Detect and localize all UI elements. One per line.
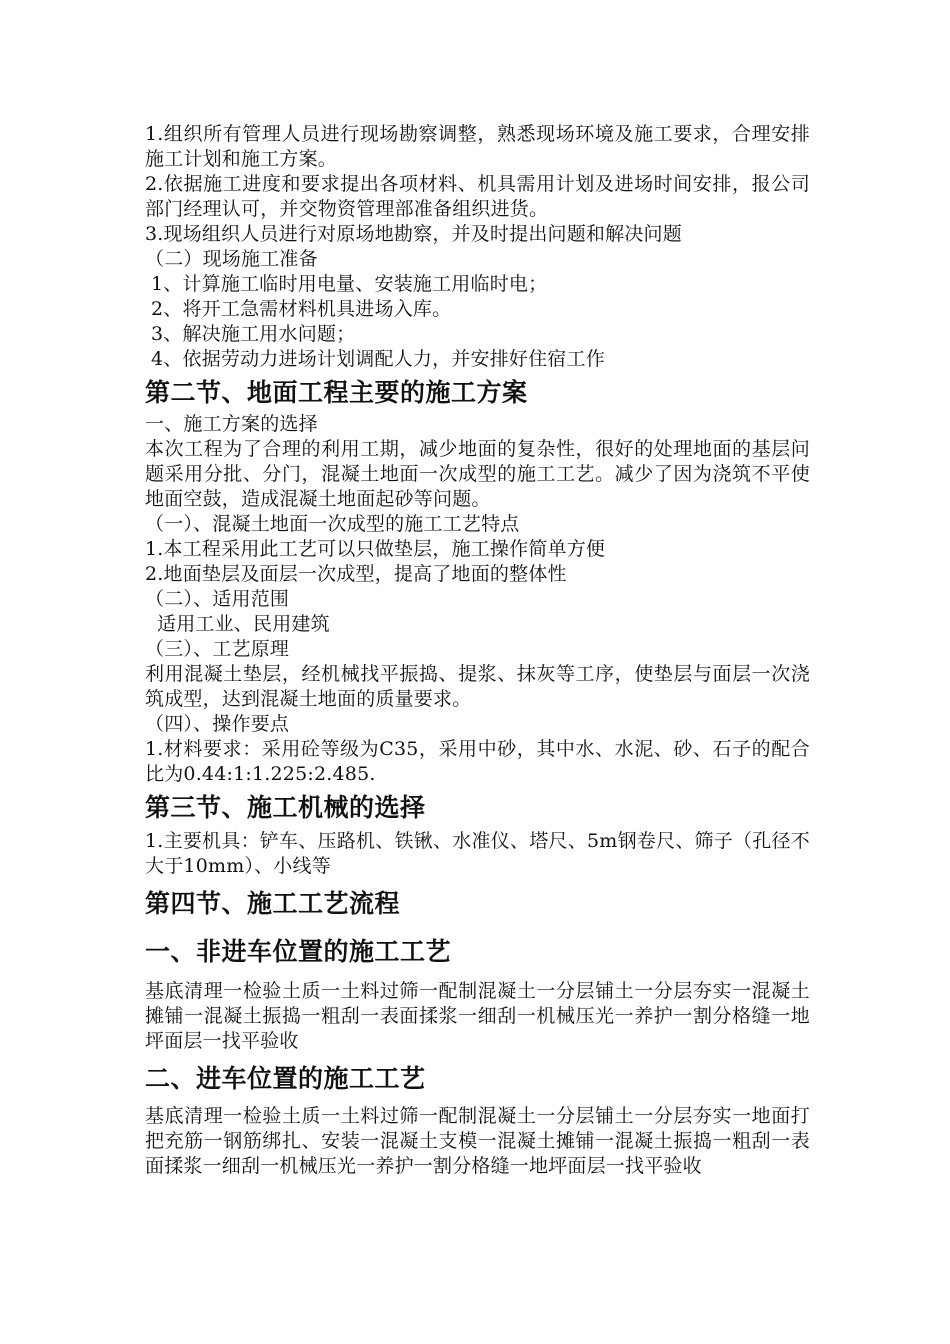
section-4-sub-1-text: 基底清理一检验土质一土料过筛一配制混凝土一分层铺土一分层夯实一混凝土摊铺一混凝土振捣一粗刮一表面揉浆一细刮一机械压光一养护一割分格缝一地坪面层一找平验收 xyxy=(145,980,810,1052)
section-4-sub-2-text: 基底清理一检验土质一土料过筛一配制混凝土一分层铺土一分层夯实一地面打把充筋一钢筋绑扎、安装一混凝土支模一混凝土摊铺一混凝土振捣一粗刮一表面揉浆一细刮一机械压光一养护一割分格缝一地坪面层一找平验收 xyxy=(145,1105,810,1177)
section-2-sub-1: 一、施工方案的选择 xyxy=(145,413,318,435)
section-4-sub-1-heading: 一、非进车位置的施工工艺 xyxy=(145,937,452,966)
site-prep-title: （二）现场施工准备 xyxy=(145,248,318,270)
document-page xyxy=(145,122,810,1179)
site-prep-item-3: 3、解决施工用水问题； xyxy=(151,323,356,345)
section-3-heading: 第三节、施工机械的选择 xyxy=(145,793,426,822)
principle-title: （三）、工艺原理 xyxy=(145,638,290,660)
operations-title: （四）、操作要点 xyxy=(145,713,290,735)
scope-text: 适用工业、民用建筑 xyxy=(157,613,330,635)
section-3-text: 1.主要机具：铲车、压路机、铁锹、水准仪、塔尺、5m钢卷尺、筛子（孔径不大于10mm）、小线等 xyxy=(145,830,810,877)
scope-title: （二）、适用范围 xyxy=(145,588,290,610)
prep-item-1: 1.组织所有管理人员进行现场勘察调整，熟悉现场环境及施工要求，合理安排施工计划和施工方案。 xyxy=(145,123,810,170)
site-prep-item-4: 4、依据劳动力进场计划调配人力，并安排好住宿工作 xyxy=(151,348,605,370)
site-prep-item-1: 1、计算施工临时用电量、安装施工用临时电； xyxy=(151,273,548,295)
operations-text: 1.材料要求：采用砼等级为C35，采用中砂，其中水、水泥、砂、石子的配合比为0.44:1:1.225:2.485. xyxy=(145,738,810,785)
features-title: （一）、混凝土地面一次成型的施工工艺特点 xyxy=(145,513,520,535)
section-2-heading: 第二节、地面工程主要的施工方案 xyxy=(145,378,528,407)
site-prep-item-2: 2、将开工急需材料机具进场入库。 xyxy=(151,298,452,320)
principle-text: 利用混凝土垫层，经机械找平振捣、提浆、抹灰等工序，使垫层与面层一次浇筑成型，达到混凝土地面的质量要求。 xyxy=(145,663,810,710)
section-2-intro: 本次工程为了合理的利用工期，减少地面的复杂性，很好的处理地面的基层问题采用分批、分门，混凝土地面一次成型的施工工艺。减少了因为浇筑不平使地面空鼓，造成混凝土地面起砂等问题。 xyxy=(145,438,810,510)
feature-item-2: 2.地面垫层及面层一次成型，提高了地面的整体性 xyxy=(145,563,567,585)
prep-item-3: 3.现场组织人员进行对原场地勘察，并及时提出问题和解决问题 xyxy=(145,223,682,245)
section-4-heading: 第四节、施工工艺流程 xyxy=(145,889,401,918)
section-4-sub-2-heading: 二、进车位置的施工工艺 xyxy=(145,1064,426,1093)
prep-item-2: 2.依据施工进度和要求提出各项材料、机具需用计划及进场时间安排，报公司部门经理认可，并交物资管理部准备组织进货。 xyxy=(145,173,810,220)
feature-item-1: 1.本工程采用此工艺可以只做垫层，施工操作简单方便 xyxy=(145,538,606,560)
